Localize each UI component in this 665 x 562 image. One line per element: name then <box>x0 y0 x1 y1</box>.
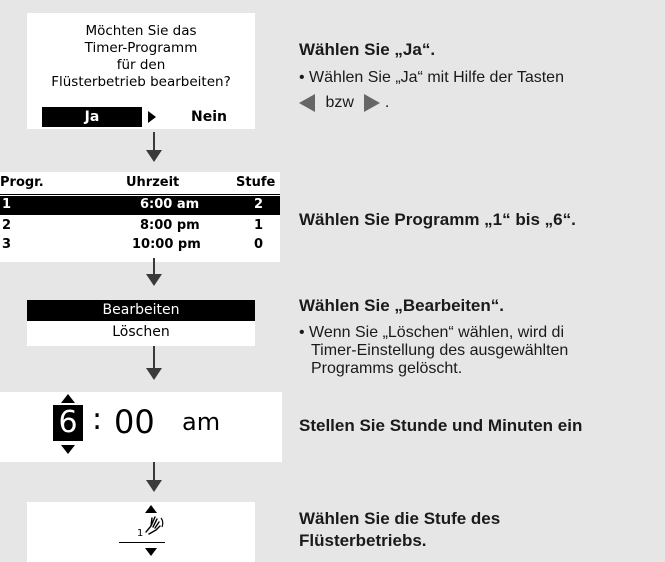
row2-time: 8:00 pm <box>140 218 200 233</box>
header-divider <box>0 194 280 195</box>
level-set-screen <box>27 502 255 562</box>
table-row-selected[interactable] <box>0 196 280 215</box>
row3-prog: 3 <box>2 237 12 252</box>
ampm-value: am <box>182 408 221 436</box>
time-separator: : <box>92 402 103 437</box>
yes-option[interactable] <box>42 107 142 127</box>
step3-desc-line3: Programms gelöscht. <box>311 360 463 377</box>
table-row[interactable] <box>0 236 280 255</box>
level-down-icon[interactable] <box>145 548 157 556</box>
edit-menu-screen <box>27 300 255 346</box>
question-line-3: für den <box>116 57 166 73</box>
question-line-2: Timer-Programm <box>84 40 198 56</box>
step3-desc-line1: • Wenn Sie „Löschen“ wählen, wird di <box>299 324 564 341</box>
step1-desc-line2: bzw . <box>299 94 389 112</box>
header-time: Uhrzeit <box>126 175 180 190</box>
row2-level: 1 <box>254 218 264 233</box>
timer-question-screen <box>27 13 255 129</box>
hour-digit: 6 <box>58 405 78 440</box>
edit-label: Bearbeiten <box>102 302 180 318</box>
row3-time: 10:00 pm <box>132 237 201 252</box>
row2-prog: 2 <box>2 218 12 233</box>
question-line-1: Möchten Sie das <box>85 23 197 39</box>
question-line-4: Flüsterbetrieb bearbeiten? <box>51 74 231 90</box>
flow-arrow-1 <box>153 132 155 160</box>
step3-title: Wählen Sie „Bearbeiten“. <box>299 296 504 315</box>
row1-time: 6:00 am <box>140 197 200 212</box>
flow-arrow-2 <box>153 258 155 284</box>
hour-down-icon[interactable] <box>61 445 75 454</box>
table-header <box>0 175 280 193</box>
no-label: Nein <box>191 109 227 125</box>
whisper-hand-icon <box>143 514 167 540</box>
step4-title: Stellen Sie Stunde und Minuten ein <box>299 416 583 435</box>
yes-label: Ja <box>84 109 100 125</box>
right-arrow-icon <box>364 94 380 112</box>
hour-value[interactable] <box>53 405 83 441</box>
minutes-value[interactable]: 00 <box>114 403 155 441</box>
step1-desc-line1: • Wählen Sie „Ja“ mit Hilfe der Tasten <box>299 69 564 86</box>
level-up-icon[interactable] <box>145 505 157 513</box>
row1-prog: 1 <box>2 197 12 212</box>
hour-up-icon[interactable] <box>61 394 75 403</box>
program-table-screen <box>0 172 280 262</box>
flow-arrow-4 <box>153 462 155 490</box>
row3-level: 0 <box>254 237 264 252</box>
edit-option[interactable] <box>27 300 255 321</box>
header-prog: Progr. <box>0 175 44 190</box>
no-option[interactable] <box>169 107 249 127</box>
flow-arrow-3 <box>153 346 155 378</box>
left-arrow-icon <box>299 94 315 112</box>
selection-cursor-icon <box>148 111 156 123</box>
level-digit: 1 <box>137 528 144 539</box>
step3-desc-line2: Timer-Einstellung des ausgewählten <box>311 342 569 359</box>
step5-title-line1: Wählen Sie die Stufe des <box>299 509 501 528</box>
bzw-text: bzw <box>325 94 354 112</box>
step1-title: Wählen Sie „Ja“. <box>299 40 436 59</box>
level-baseline <box>119 542 165 543</box>
table-row[interactable] <box>0 217 280 236</box>
time-set-screen <box>0 392 282 462</box>
delete-option[interactable] <box>27 322 255 343</box>
step5-title-line2: Flüsterbetriebs. <box>299 531 427 550</box>
row1-level: 2 <box>254 197 264 212</box>
header-level: Stufe <box>236 175 276 190</box>
step2-title: Wählen Sie Programm „1“ bis „6“. <box>299 210 576 229</box>
delete-label: Löschen <box>112 324 170 340</box>
